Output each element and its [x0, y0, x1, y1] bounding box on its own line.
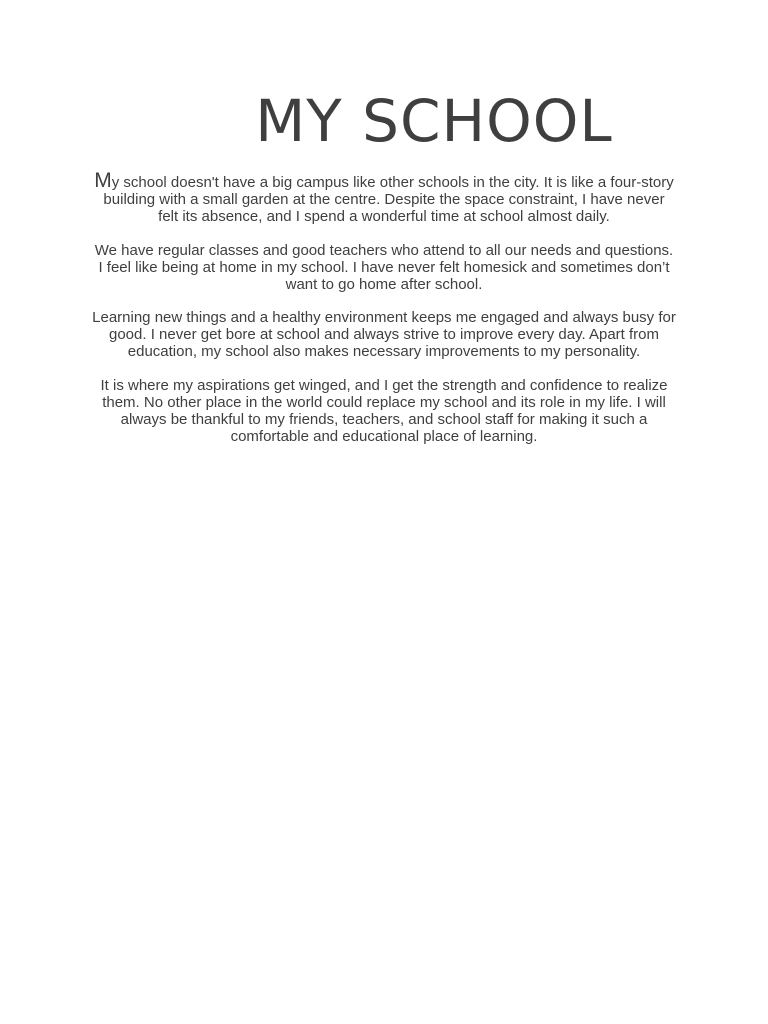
- document-body: [92, 169, 676, 461]
- paragraph-3: Learning new things and a healthy environment keeps me engaged and always busy for good. I never get bore at school and always strive to improve every day. Apart from education, my school also makes necessary improvements to my personality.: [92, 309, 676, 360]
- drop-cap: M: [94, 169, 112, 192]
- paragraph-4: It is where my aspirations get winged, and I get the strength and confidence to realize them. No other place in the world could replace my school and its role in my life. I will always be thankful to my friends, teachers, and school staff for making it such a comfortable and educational place of learning.: [100, 376, 668, 445]
- paragraph-1: [92, 169, 676, 225]
- paragraph-1-text: y school doesn't have a big campus like other schools in the city. It is like a four-story building with a small garden at the centre. Despite the space constraint, I have never felt its absence, and I spend a wonderful time at school almost daily.: [103, 174, 674, 225]
- document-title: MY SCHOOL: [255, 87, 613, 155]
- paragraph-2: We have regular classes and good teachers who attend to all our needs and questions. I feel like being at home in my school. I have never felt homesick and sometimes don’t want to go home after school.: [94, 241, 674, 293]
